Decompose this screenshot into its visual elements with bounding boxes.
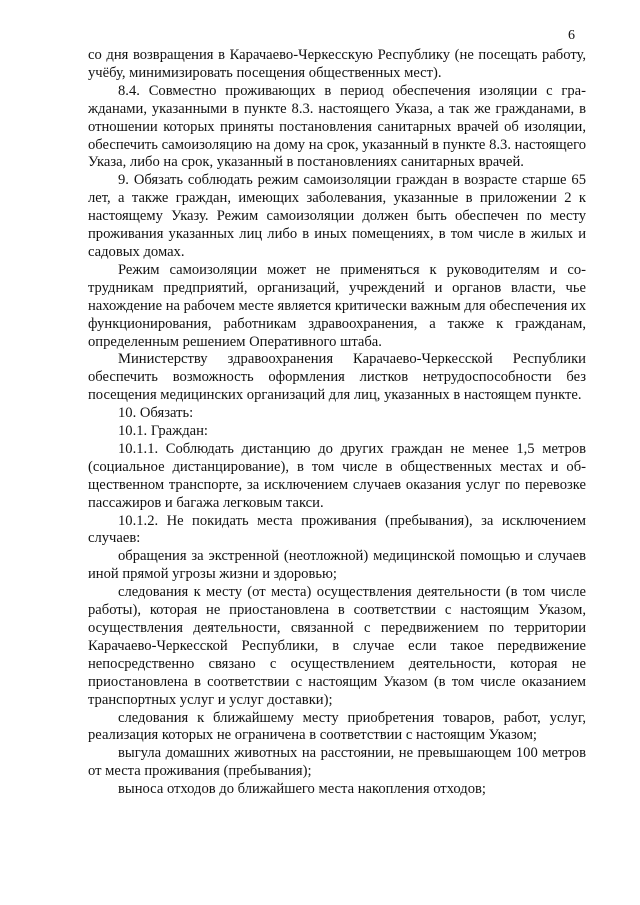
paragraph-self-isolation-exemption: Режим самоизоляции может не применяться к руководителям и сотрудникам предприятий, организаций, учреждений и органов власти, чье нахождение на рабочем месте является критически важным для обеспечения их функционирования, работникам здравоохранения, а также к гражданам, определенным решением Оперативного штаба. <box>88 261 586 350</box>
page-number: 6 <box>568 28 575 43</box>
list-item-work-travel: следования к месту (от места) осуществления деятельности (в том числе работы), которая не приостановлена в соответствии с настоящим Указом, осуществления деятельности, связанной с передвижением по территории Карачаево-Черкесской Республики, в случае если такое передвижение непосредственно связано с осуществлением деятельности, которая не приостановлена в соответствии с настоящим Указом (в том числе оказанием транспортных услуг и услуг доставки); <box>88 584 586 708</box>
paragraph-9: 9. Обязать соблюдать режим самоизоляции граждан в возрасте старше 65 лет, а также граждан, имеющих заболевания, указанные в приложении 2 к настоящему Указу. Режим самоизоляции должен быть обеспечен по месту проживания указанных лиц либо в иных помещениях, в том числе в жилых и садовых домах. <box>88 172 586 260</box>
paragraph-10-1: 10.1. Граждан: <box>118 423 208 440</box>
list-item-waste-disposal: выноса отходов до ближайшего места накопления отходов; <box>118 781 486 798</box>
document-body <box>88 47 586 799</box>
list-item-emergency-care: обращения за экстренной (неотложной) медицинской помощью и случаев иной прямой угрозы жизни и здоровью; <box>88 548 586 583</box>
paragraph-8-4: 8.4. Совместно проживающих в период обеспечения изоляции с гражданами, указанными в пункте 8.3. настоящего Указа, а так же гражданами, в отношении которых приняты постановления санитарных врачей об изоляции, обеспечить самоизоляцию на дому на срок, указанный в пункте 8.3. настоящего Указа, либо на срок, указанный в постановлениях санитарных врачей. <box>88 82 586 171</box>
paragraph-10: 10. Обязать: <box>118 405 194 422</box>
paragraph-10-1-2: 10.1.2. Не покидать места проживания (пребывания), за исключением случаев: <box>88 512 586 547</box>
list-item-pet-walking: выгула домашних животных на расстоянии, не превышающем 100 метров от места проживания (пребывания); <box>88 745 586 780</box>
paragraph-continuation: со дня возвращения в Карачаево-Черкесскую Республику (не посещать работу, учёбу, минимизировать посещения общественных мест). <box>88 47 586 81</box>
paragraph-10-1-1: 10.1.1. Соблюдать дистанцию до других граждан не менее 1,5 метров (социальное дистанцирование), в том числе в общественных местах и общественном транспорте, за исключением случаев оказания услуг по перевозке пассажиров и багажа легковым такси. <box>88 440 586 511</box>
paragraph-ministry-health: Министерству здравоохранения Карачаево-Черкесской Республики обеспечить возможность оформления листков нетрудоспособности без посещения медицинских организаций для лиц, указанных в настоящем пункте. <box>88 351 586 404</box>
list-item-shopping: следования к ближайшему месту приобретения товаров, работ, услуг, реализация которых не ограничена в соответствии с настоящим Указом; <box>88 709 586 744</box>
